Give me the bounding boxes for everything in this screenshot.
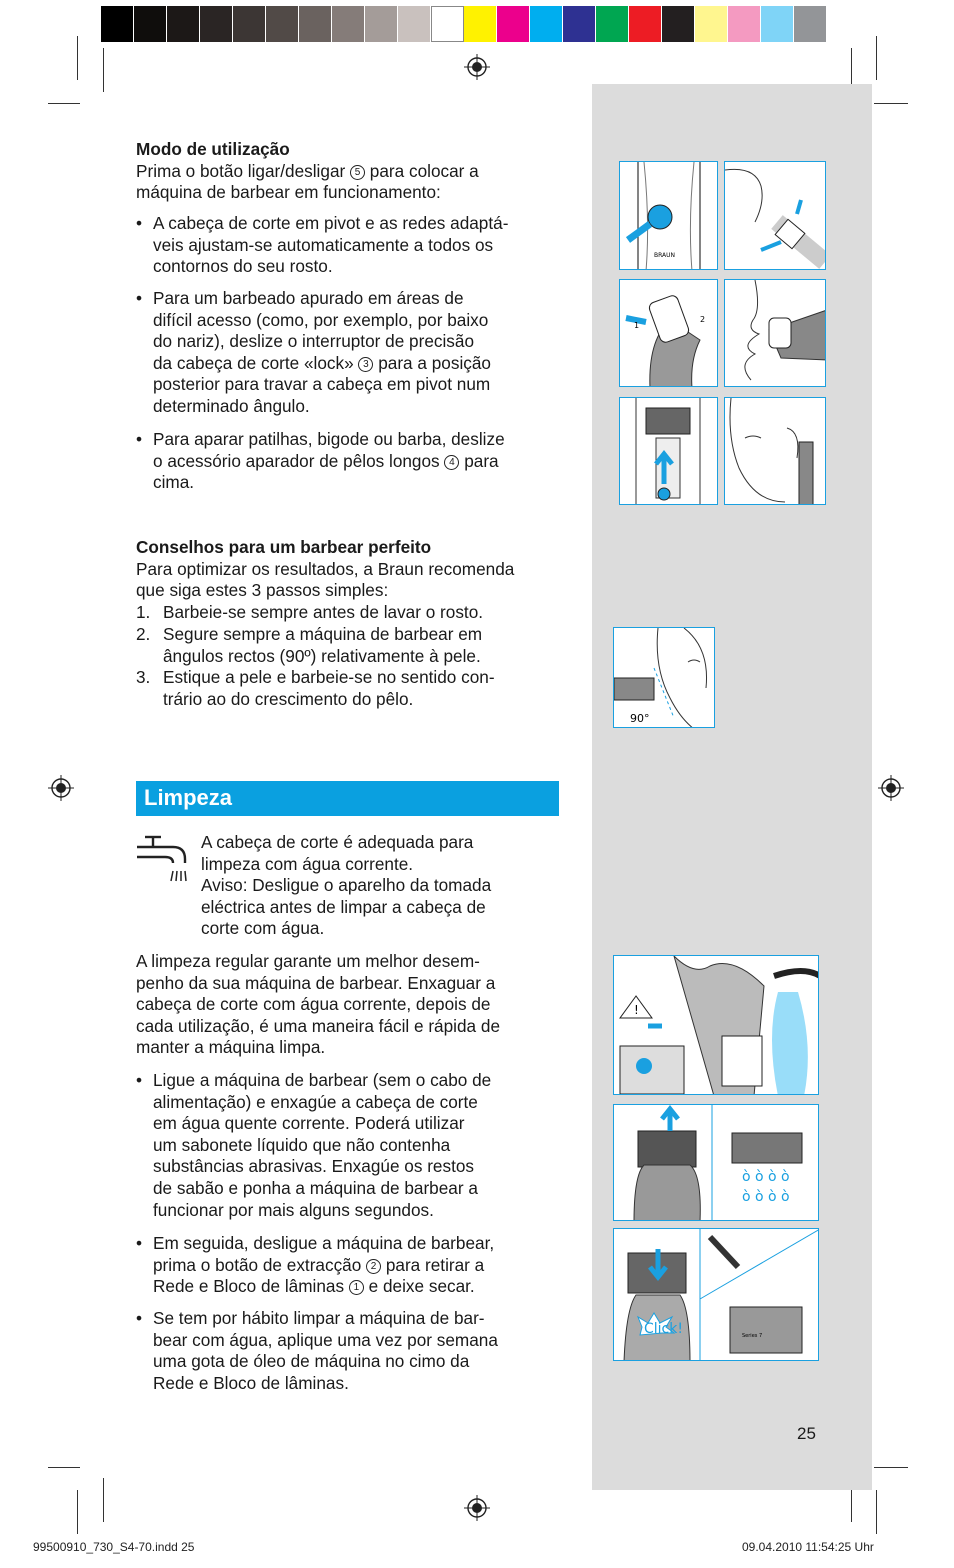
text-line: substâncias abrasivas. Enxagúe os restos bbox=[153, 1156, 475, 1177]
color-swatch bbox=[629, 6, 662, 42]
crop-mark bbox=[874, 1467, 908, 1468]
figure-shaving-angle bbox=[613, 627, 715, 728]
text-line: Para um barbeado apurado em áreas de bbox=[153, 288, 464, 308]
footer-filename: 99500910_730_S4-70.indd 25 bbox=[33, 1540, 195, 1554]
text-line: difícil acesso (como, por exemplo, por baixo bbox=[153, 309, 489, 330]
text-line: cabeça de corte com água corrente, depois de bbox=[136, 994, 491, 1015]
color-swatch bbox=[398, 6, 431, 42]
svg-text:!: ! bbox=[634, 1003, 639, 1017]
click-label: Click! bbox=[644, 1321, 683, 1337]
text-line: manter a máquina limpa. bbox=[136, 1037, 326, 1058]
text-line: determinado ângulo. bbox=[153, 395, 310, 416]
text-line: Para optimizar os resultados, a Braun recomenda bbox=[136, 558, 515, 579]
tips-step-1 bbox=[163, 602, 483, 624]
color-swatch bbox=[695, 6, 728, 42]
bullet-marker: • bbox=[136, 288, 143, 308]
text-line: Barbeie-se sempre antes de lavar o rosto. bbox=[163, 602, 484, 622]
text-line: bear com água, aplique uma vez por semana bbox=[153, 1329, 498, 1350]
registration-mark bbox=[46, 773, 76, 803]
tips-step-2 bbox=[163, 624, 482, 667]
text-line: da cabeça de corte «lock» 3 para a posição bbox=[153, 352, 491, 373]
usage-intro-line: máquina de barbear em funcionamento: bbox=[136, 182, 441, 203]
crop-mark bbox=[77, 1490, 78, 1534]
text-line: Rede e Bloco de lâminas. bbox=[153, 1372, 349, 1393]
cleaning-bullet-1 bbox=[153, 1070, 491, 1221]
text-line: Rede e Bloco de lâminas 1 e deixe secar. bbox=[153, 1276, 475, 1297]
bullet-marker: • bbox=[136, 213, 143, 233]
text-line: cada utilização, é uma maneira fácil e rápida de bbox=[136, 1015, 501, 1036]
usage-bullet-1 bbox=[153, 213, 508, 278]
cleaning-intro bbox=[136, 951, 500, 1059]
figure-number: 1 bbox=[634, 321, 640, 330]
crop-mark bbox=[77, 36, 78, 80]
crop-mark bbox=[103, 1478, 104, 1522]
bullet-marker: • bbox=[136, 429, 143, 449]
color-swatch bbox=[497, 6, 530, 42]
figure-oil-foil bbox=[613, 1228, 819, 1361]
tips-step-number: 1. bbox=[136, 602, 151, 622]
text-line: A cabeça de corte é adequada para bbox=[201, 832, 474, 852]
crop-mark bbox=[103, 48, 104, 92]
figure-shave-under-nose bbox=[724, 279, 826, 387]
color-swatch bbox=[200, 6, 233, 42]
callout-number: 4 bbox=[444, 455, 459, 470]
color-swatch bbox=[365, 6, 398, 42]
figure-trim-sideburns-face bbox=[724, 397, 826, 505]
text-line: Se tem por hábito limpar a máquina de bar- bbox=[153, 1308, 485, 1328]
color-swatch bbox=[266, 6, 299, 42]
text-line: posterior para travar a cabeça em pivot num bbox=[153, 374, 491, 395]
registration-mark bbox=[462, 1493, 492, 1523]
color-swatch bbox=[101, 6, 134, 42]
text-line: uma gota de óleo de máquina no cimo da bbox=[153, 1351, 470, 1372]
series-label: Series 7 bbox=[742, 1333, 763, 1339]
figure-lock-switch bbox=[619, 279, 718, 387]
text-line: funcionar por mais alguns segundos. bbox=[153, 1199, 434, 1220]
text-line: veis ajustam-se automaticamente a todos os bbox=[153, 234, 494, 255]
bullet-marker: • bbox=[136, 1233, 143, 1253]
usage-section bbox=[136, 139, 479, 204]
text-line: contornos do seu rosto. bbox=[153, 256, 333, 277]
registration-mark bbox=[876, 773, 906, 803]
color-swatch bbox=[431, 6, 464, 42]
tips-section bbox=[136, 537, 514, 602]
crop-mark bbox=[874, 103, 908, 104]
text-line: Aviso: Desligue o aparelho da tomada bbox=[201, 875, 492, 896]
text-line: trário ao do crescimento do pêlo. bbox=[163, 688, 414, 709]
color-swatch bbox=[596, 6, 629, 42]
page-number: 25 bbox=[797, 1424, 816, 1443]
usage-heading: Modo de utilização bbox=[136, 139, 290, 159]
text-line: em água quente corrente. Poderá utilizar bbox=[153, 1113, 465, 1134]
text-line: limpeza com água corrente. bbox=[201, 853, 414, 874]
text-line: um sabonete líquido que não contenha bbox=[153, 1134, 451, 1155]
cleaning-bullet-3 bbox=[153, 1308, 498, 1394]
usage-bullet-2 bbox=[153, 288, 491, 418]
tips-heading: Conselhos para um barbear perfeito bbox=[136, 537, 432, 557]
text-line: eléctrica antes de limpar a cabeça de bbox=[201, 896, 486, 917]
color-swatch bbox=[134, 6, 167, 42]
figure-rinse-under-tap bbox=[613, 955, 819, 1095]
color-swatch bbox=[794, 6, 827, 42]
color-swatch bbox=[530, 6, 563, 42]
figure-trimmer-sideburns bbox=[724, 161, 826, 270]
text-line: Ligue a máquina de barbear (sem o cabo de bbox=[153, 1070, 492, 1090]
color-swatch bbox=[233, 6, 266, 42]
text-line: corte com água. bbox=[201, 918, 325, 939]
text-line: Para aparar patilhas, bigode ou barba, deslize bbox=[153, 429, 505, 449]
text-line: ângulos rectos (90º) relativamente à pele. bbox=[163, 645, 481, 666]
color-calibration-bar bbox=[101, 6, 827, 42]
text-line: A limpeza regular garante um melhor desem- bbox=[136, 951, 480, 971]
svg-text:ò ò ò ò: ò ò ò ò bbox=[742, 1169, 790, 1185]
callout-number: 1 bbox=[349, 1280, 364, 1295]
tips-step-number: 2. bbox=[136, 624, 151, 644]
crop-mark bbox=[48, 1467, 80, 1468]
svg-text:ò ò ò ò: ò ò ò ò bbox=[742, 1189, 790, 1205]
text-line: Em seguida, desligue a máquina de barbear, bbox=[153, 1233, 495, 1253]
angle-label: 90° bbox=[630, 712, 650, 725]
crop-mark bbox=[876, 36, 877, 80]
figure-shaver-power-button bbox=[619, 161, 718, 270]
crop-mark bbox=[48, 103, 80, 104]
text-line: cima. bbox=[153, 472, 195, 493]
callout-number: 3 bbox=[358, 357, 373, 372]
color-swatch bbox=[662, 6, 695, 42]
color-swatch bbox=[761, 6, 794, 42]
color-swatch bbox=[299, 6, 332, 42]
callout-number: 5 bbox=[350, 165, 365, 180]
usage-intro: Prima o botão ligar/desligar 5 para colocar a bbox=[136, 160, 479, 181]
brand-label: BRAUN bbox=[654, 252, 676, 259]
bullet-marker: • bbox=[136, 1308, 143, 1328]
callout-number: 2 bbox=[366, 1259, 381, 1274]
cleaning-bullet-2 bbox=[153, 1233, 494, 1298]
registration-mark bbox=[462, 52, 492, 82]
footer-timestamp: 09.04.2010 11:54:25 Uhr bbox=[742, 1540, 874, 1554]
color-swatch bbox=[728, 6, 761, 42]
section-heading-bar bbox=[136, 781, 559, 816]
text-line: penho da sua máquina de barbear. Enxaguar a bbox=[136, 972, 496, 993]
text-line: de sabão e ponha a máquina de barbear a bbox=[153, 1177, 478, 1198]
text-line: Segure sempre a máquina de barbear em bbox=[163, 624, 483, 644]
text-line: que siga estes 3 passos simples: bbox=[136, 580, 389, 601]
text-line: A cabeça de corte em pivot e as redes adaptá- bbox=[153, 213, 509, 233]
section-title: Limpeza bbox=[144, 785, 233, 810]
text-line: do nariz), deslize o interruptor de precisão bbox=[153, 331, 474, 352]
figure-number: 2 bbox=[700, 315, 706, 324]
text-line: Estique a pele e barbeie-se no sentido con- bbox=[163, 667, 495, 687]
color-swatch bbox=[464, 6, 497, 42]
figure-trimmer-slide-up bbox=[619, 397, 718, 505]
color-swatch bbox=[167, 6, 200, 42]
bullet-marker: • bbox=[136, 1070, 143, 1090]
usage-bullet-3 bbox=[153, 429, 505, 494]
figure-remove-foil bbox=[613, 1104, 819, 1221]
text-line: prima o botão de extracção 2 para retirar a bbox=[153, 1254, 485, 1275]
tips-step-3 bbox=[163, 667, 495, 710]
tips-step-number: 3. bbox=[136, 667, 151, 687]
text-line: o acessório aparador de pêlos longos 4 para bbox=[153, 450, 499, 471]
color-swatch bbox=[563, 6, 596, 42]
water-warning bbox=[201, 832, 491, 940]
faucet-icon bbox=[135, 833, 191, 885]
text-line: alimentação) e enxagúe a cabeça de corte bbox=[153, 1091, 478, 1112]
crop-mark bbox=[876, 1490, 877, 1534]
color-swatch bbox=[332, 6, 365, 42]
